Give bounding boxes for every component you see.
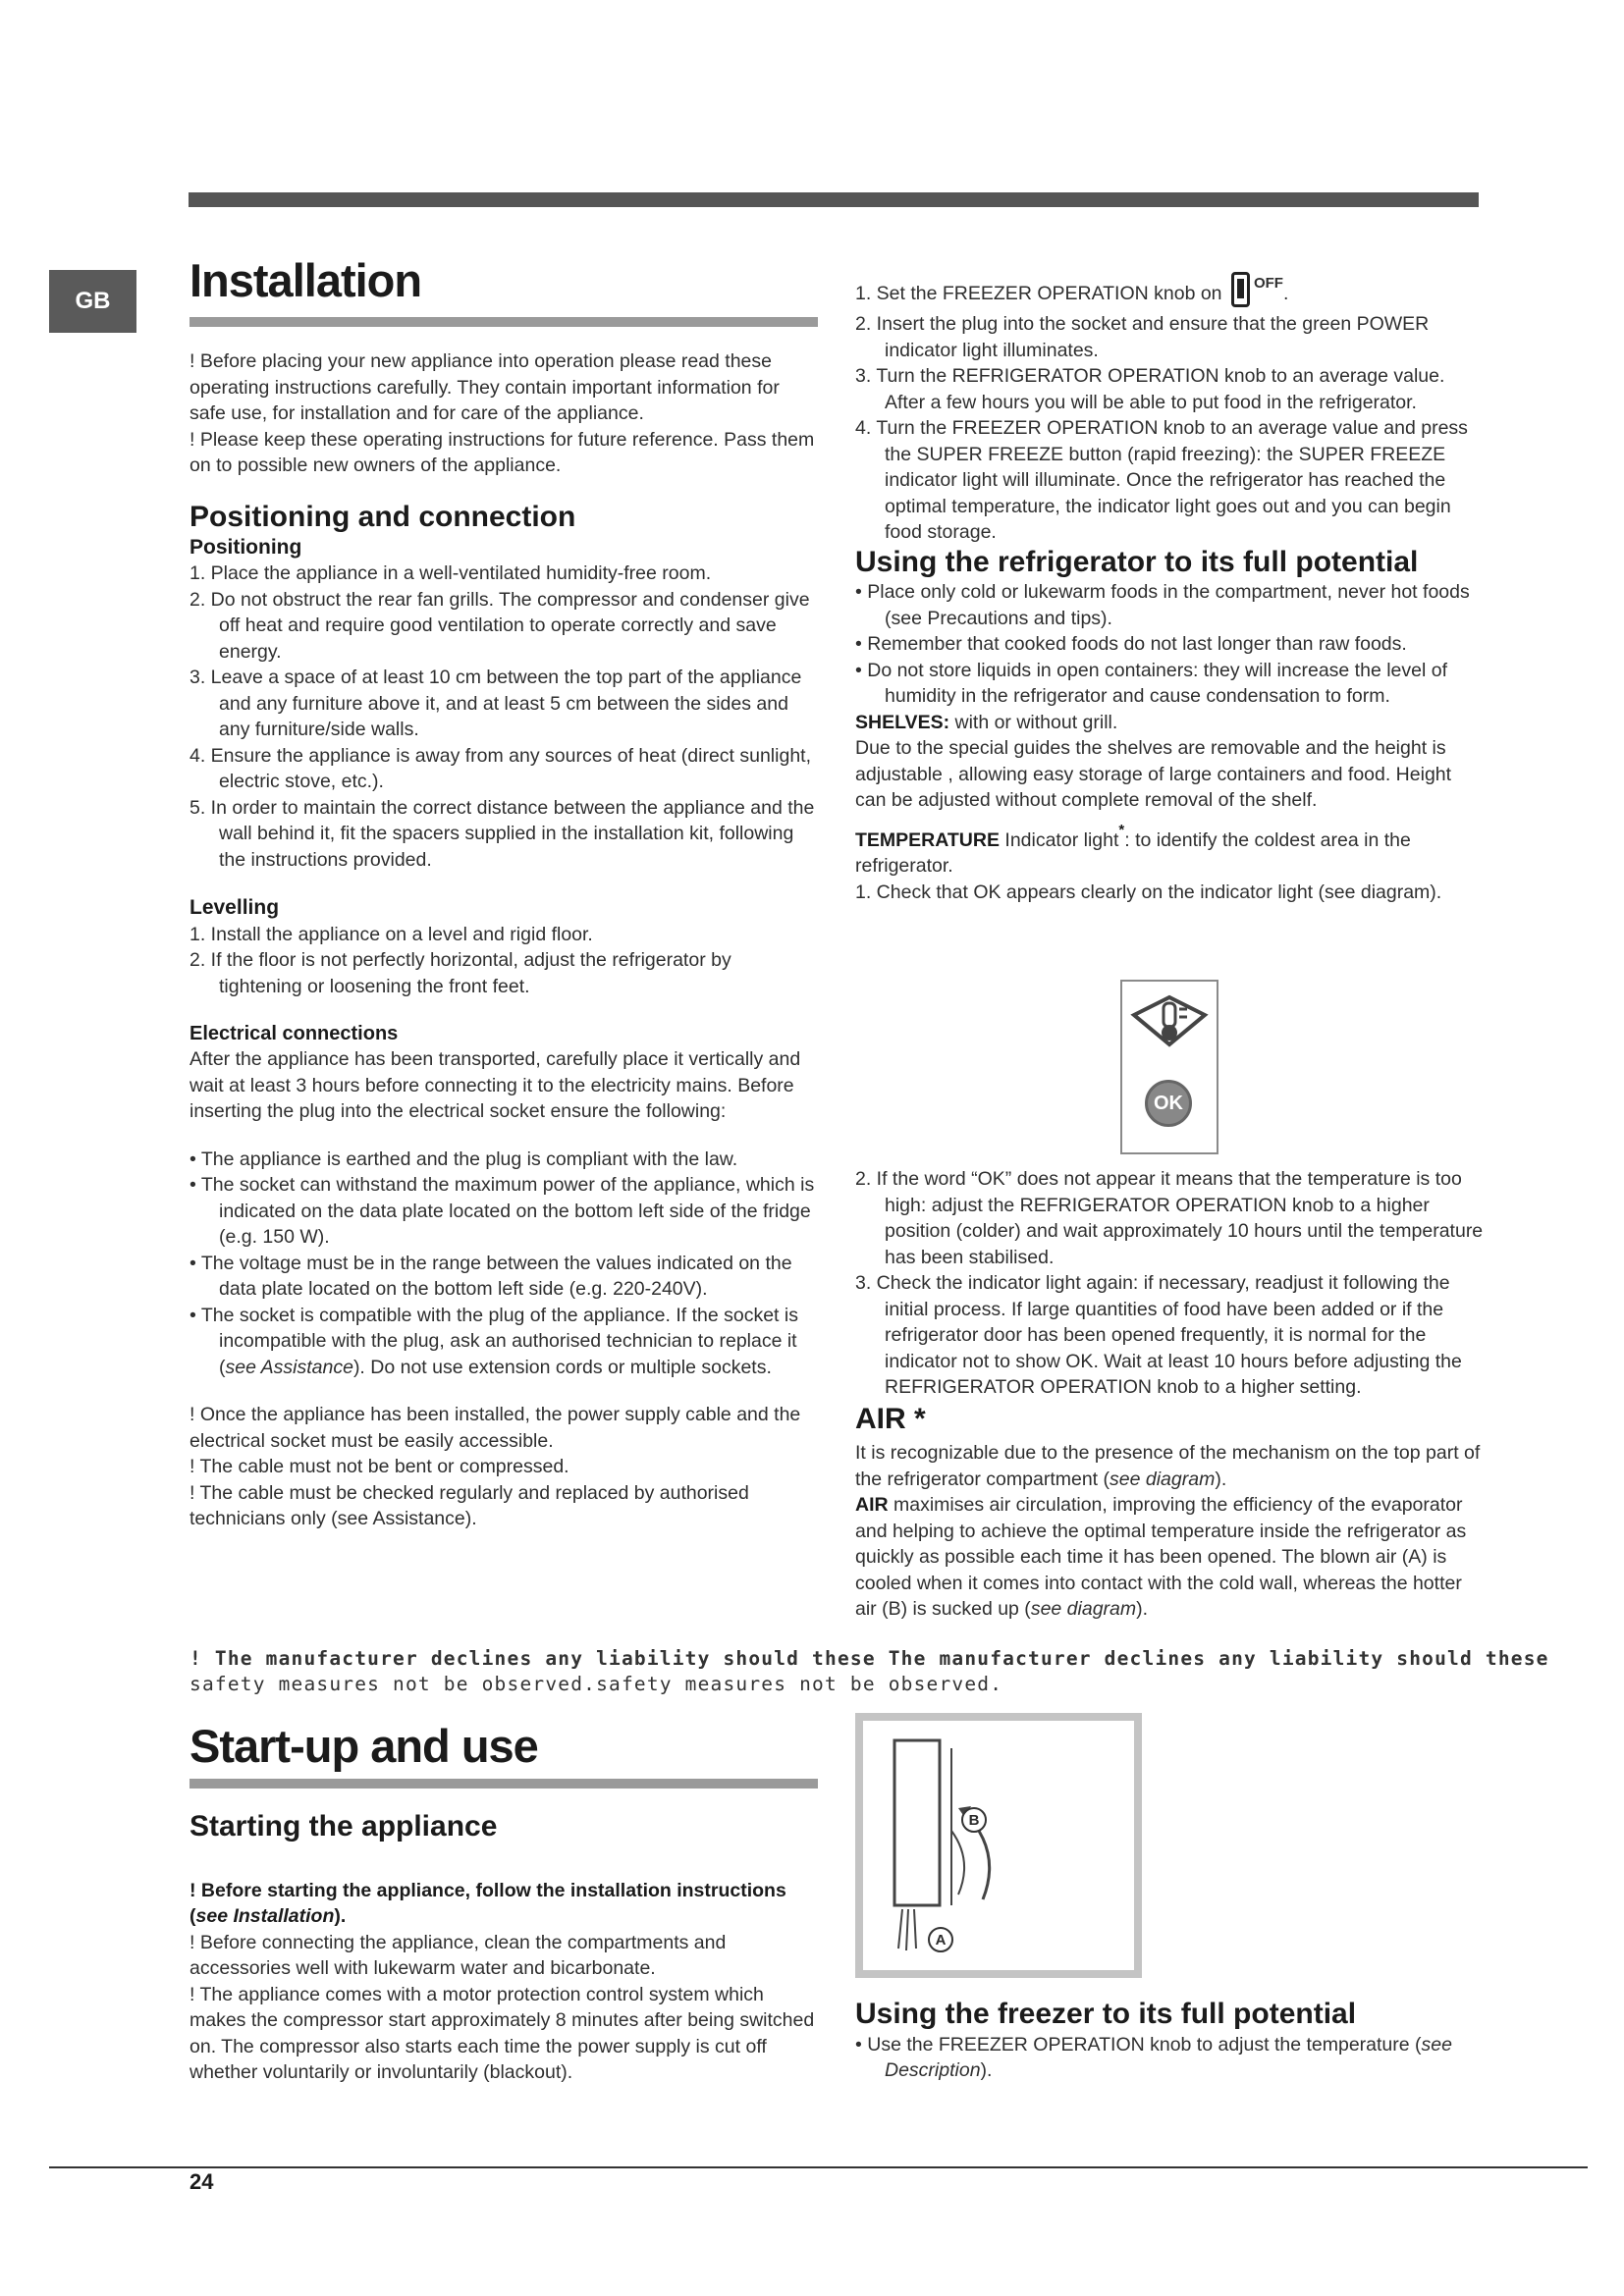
levelling-item: 2. If the floor is not perfectly horizontal, adjust the refrigerator by tightening or loosening the front feet. [189, 949, 731, 997]
electrical-item: • The appliance is earthed and the plug is compliant with the law. [189, 1148, 738, 1170]
air-title: AIR * [855, 1402, 926, 1435]
top-rule [189, 192, 1479, 207]
electrical-intro: After the appliance has been transported, carefully place it vertically and wait at least 3 hours before connecting it to the electricity mains. Before inserting the plug into the electrical socket ensure the following: [189, 1048, 801, 1123]
temperature-step: 2. If the word “OK” does not appear it means that the temperature is too high: adjust the REFRIGERATOR OPERATION knob to a higher position (colder) and wait approximately 10 hours until the temperature has been stabilised. [855, 1168, 1484, 1268]
installation-intro-1: ! Before placing your new appliance into operation please read these operating instructions carefully. They contain important information for safe use, for installation and for care of the appliance. [189, 350, 780, 424]
positioning-item: 1. Place the appliance in a well-ventilated humidity-free room. [189, 562, 712, 585]
positioning-item: 4. Ensure the appliance is away from any sources of heat (direct sunlight, electric stove, etc.). [189, 744, 811, 793]
shelves-para: Due to the special guides the shelves are removable and the height is adjustable , allowing easy storage of large containers and food. Height can be adjusted without complete removal of the shelf. [855, 737, 1452, 811]
bottom-rule [49, 2166, 1588, 2168]
air-label-a: A [928, 1927, 953, 1952]
startup-title-rule [189, 1779, 818, 1789]
see-assistance-ref: see Assistance [225, 1356, 353, 1378]
air-para-1: It is recognizable due to the presence of the mechanism on the top part of the refrigerator compartment (see diagram). [855, 1442, 1481, 1490]
temperature-step: 3. Check the indicator light again: if necessary, readjust it following the initial process. If large quantities of food have been added or if the refrigerator door has been opened frequently, it is normal for the indicator not to show OK. Wait at least 10 hours before adjusting the REFRIGERATOR OPERATION knob to a higher setting. [855, 1272, 1462, 1398]
startup-section [189, 1720, 818, 2086]
start-step: 2. Insert the plug into the socket and ensure that the green POWER indicator light illuminates. [855, 313, 1430, 361]
startup-para: ! The appliance comes with a motor protection control system which makes the compressor start approximately 8 minutes after being switched on. The compressor also starts each time the power supply is cut off whether voluntarily or involuntarily (blackout). [189, 1983, 815, 2083]
positioning-connection-title: Positioning and connection [189, 500, 576, 533]
electrical-subtitle: Electrical connections [189, 1023, 399, 1045]
liability-warning-line-1: ! The manufacturer declines any liability should these The manufacturer declines any liability should these [189, 1647, 1549, 1670]
freezer-item: • Use the FREEZER OPERATION knob to adjust the temperature (see Description). [855, 2033, 1452, 2081]
air-flow-diagram [855, 1713, 1142, 1978]
right-column [855, 271, 1484, 905]
start-step: 4. Turn the FREEZER OPERATION knob to an average value and press the SUPER FREEZE button (rapid freezing): the SUPER FREEZE indicator light will illuminate. Once the refrigerator has reached the optimal temperature, the indicator light goes out and you can begin food storage. [855, 417, 1468, 543]
shelves-line: SHELVES: with or without grill. [855, 711, 1118, 733]
freezer-potential-title: Using the freezer to its full potential [855, 1998, 1357, 2030]
temperature-line: TEMPERATURE Indicator light*: to identify the coldest area in the refrigerator. [855, 821, 1411, 877]
start-step: 3. Turn the REFRIGERATOR OPERATION knob to an average value. After a few hours you will be able to put food in the refrigerator. [855, 365, 1445, 413]
startup-bold-warning: ! Before starting the appliance, follow the installation instructions (see Installation). [189, 1879, 786, 1927]
installation-intro-2: ! Please keep these operating instructions for future reference. Pass them on to possible new owners of the appliance. [189, 428, 815, 476]
levelling-item: 1. Install the appliance on a level and rigid floor. [189, 923, 593, 945]
liability-warning-line-2: safety measures not be observed.safety measures not be observed. [189, 1673, 1003, 1695]
starting-appliance-title: Starting the appliance [189, 1810, 498, 1842]
off-label: OFF [1253, 275, 1283, 292]
step-1: 1. Set the FREEZER OPERATION knob on $^{OFF}$. [855, 271, 1484, 307]
ok-icon: OK [1145, 1080, 1192, 1127]
air-figure [855, 1713, 1142, 1978]
installation-warning: ! Once the appliance has been installed, the power supply cable and the electrical socket must be easily accessible. [189, 1404, 801, 1452]
fridge-item: • Remember that cooked foods do not last longer than raw foods. [855, 633, 1407, 655]
startup-para: ! Before connecting the appliance, clean the compartments and accessories well with lukewarm water and bicarbonate. [189, 1931, 727, 1979]
positioning-item: 3. Leave a space of at least 10 cm between the top part of the appliance and any furniture above it, and at least 5 cm between the sides and any furniture/side walls. [189, 667, 802, 741]
installation-title: Installation [189, 254, 422, 306]
electrical-item: • The socket is compatible with the plug of the appliance. If the socket is incompatible with the plug, ask an authorised technician to replace it (see Assistance). Do not use extension cords or multiple sockets. [189, 1304, 798, 1378]
air-label-b: B [961, 1807, 987, 1833]
electrical-item: • The socket can withstand the maximum power of the appliance, which is indicated on the data plate located on the bottom left side of the fridge (e.g. 150 W). [189, 1174, 815, 1249]
ok-indicator-figure [1120, 980, 1218, 1154]
knob-icon [1231, 272, 1250, 307]
positioning-subtitle: Positioning [189, 536, 302, 559]
fridge-item: • Do not store liquids in open containers: they will increase the level of humidity in the refrigerator and cause condensation to form. [855, 659, 1447, 707]
right-column-cont [855, 1166, 1484, 1623]
levelling-subtitle: Levelling [189, 896, 280, 920]
electrical-item: • The voltage must be in the range between the values indicated on the data plate located on the bottom left side (e.g. 220-240V). [189, 1252, 792, 1301]
freezer-section [855, 1998, 1484, 2084]
left-column [189, 254, 818, 1532]
positioning-item: 2. Do not obstruct the rear fan grills. The compressor and condenser give off heat and require good ventilation to operate correctly and save energy. [189, 588, 810, 663]
installation-warning: ! The cable must not be bent or compressed. [189, 1456, 569, 1478]
fridge-potential-title: Using the refrigerator to its full potential [855, 545, 1419, 578]
fridge-item: • Place only cold or lukewarm foods in the compartment, never hot foods (see Precautions and tips). [855, 581, 1470, 629]
language-tab: GB [49, 270, 136, 333]
positioning-item: 5. In order to maintain the correct distance between the appliance and the wall behind it, fit the spacers supplied in the installation kit, following the instructions provided. [189, 796, 815, 871]
installation-title-rule [189, 317, 818, 327]
air-para-2: AIR maximises air circulation, improving the efficiency of the evaporator and helping to achieve the optimal temperature inside the refrigerator as quickly as possible each time it has been opened. The blown air (A) is cooled when it comes into contact with the cold wall, whereas the hotter air (B) is sucked up (see diagram). [855, 1494, 1467, 1620]
see-installation-ref: see Installation [195, 1905, 335, 1927]
page-number: 24 [189, 2169, 214, 2194]
installation-warning: ! The cable must be checked regularly and replaced by authorised technicians only (see Assistance). [189, 1481, 749, 1530]
temperature-step: 1. Check that OK appears clearly on the indicator light (see diagram). [855, 881, 1442, 903]
startup-title: Start-up and use [189, 1720, 538, 1772]
